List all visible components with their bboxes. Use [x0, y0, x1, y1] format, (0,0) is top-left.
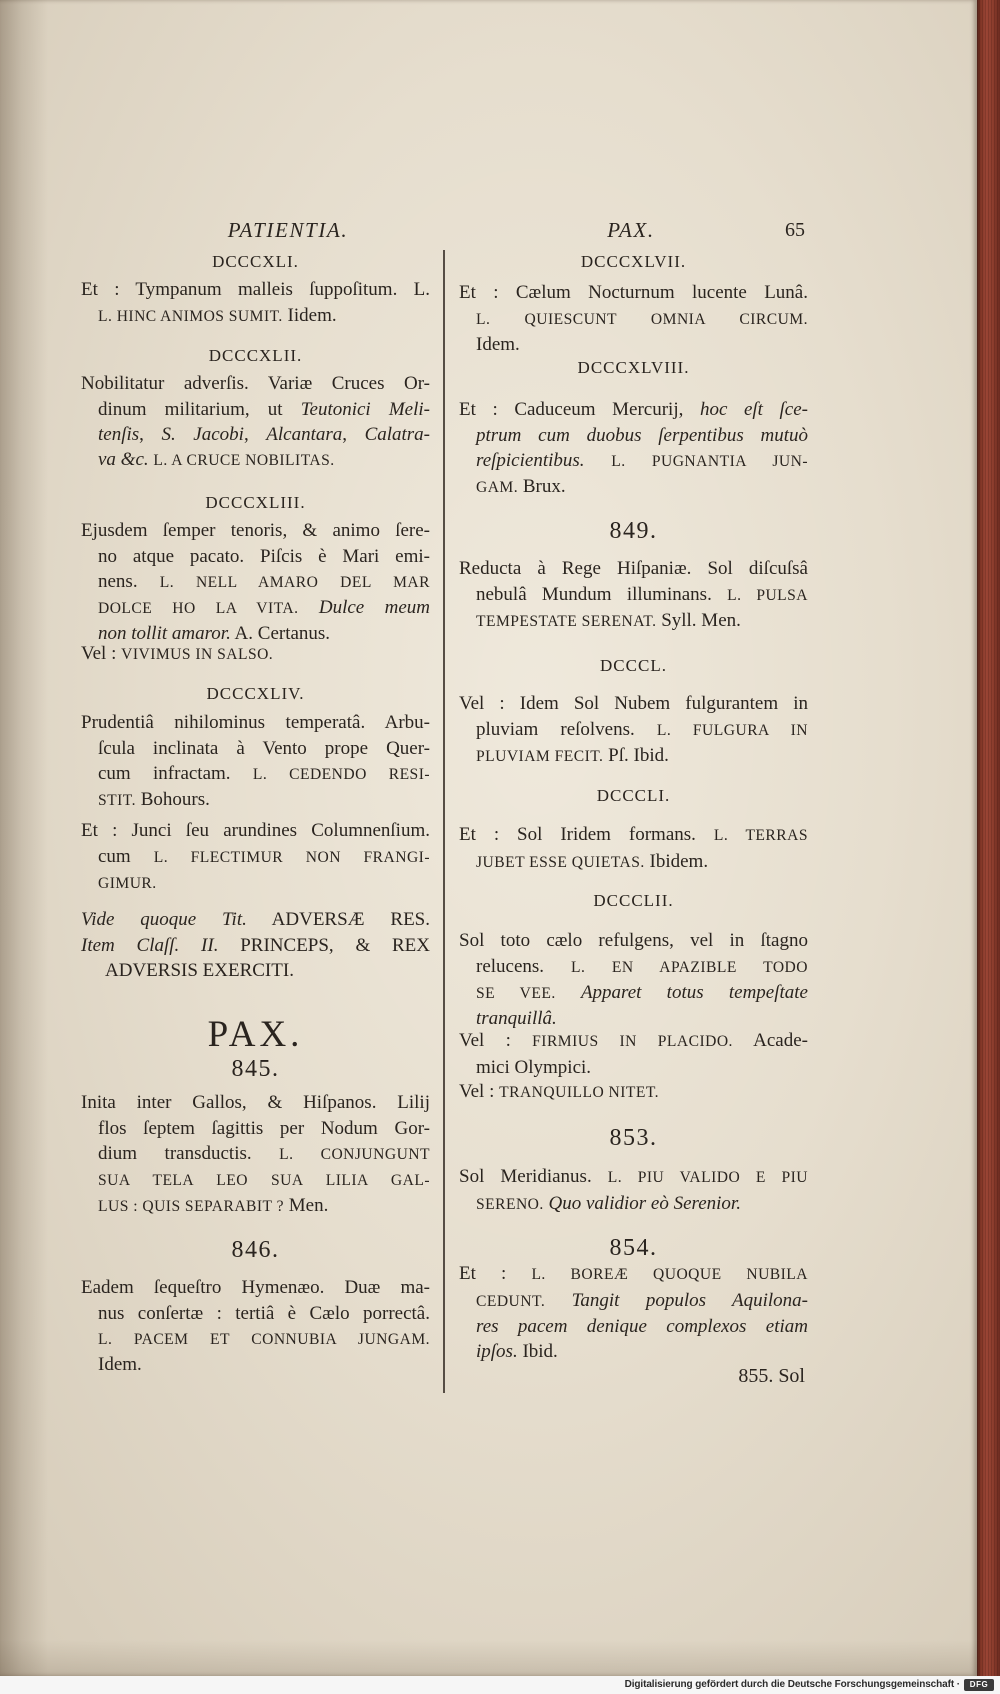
text-run: Ejusdem ſemper tenoris, & animo ſere- [81, 520, 430, 542]
italic-run: ptrum cum duobus ſerpentibus mutuò [476, 424, 808, 446]
text-run: Idem. [476, 333, 520, 355]
motto-run: L. QUIESCUNT OMNIA CIRCUM. [476, 310, 808, 328]
text-run: pluviam reſolvens. [476, 718, 657, 740]
text-run: Vel : [459, 1081, 500, 1103]
text-line [459, 980, 808, 1006]
italic-run: tenſis [98, 423, 140, 445]
text-run: Prudentiâ nihilominus temperatâ. Arbu- [81, 712, 430, 734]
text-line [81, 844, 430, 870]
italic-run: Tangit populos Aquilona- [571, 1289, 809, 1311]
text-line [459, 717, 808, 743]
text-line [81, 1326, 430, 1352]
entry-text [81, 1275, 430, 1377]
text-run: Syll. Men. [656, 609, 741, 631]
text-run: , [342, 423, 365, 445]
text-run: Sol Meridianus. [459, 1166, 608, 1188]
text-line [459, 1314, 808, 1339]
entry-text [81, 710, 430, 813]
text-run: Brux. [518, 476, 566, 497]
text-run: Et : [459, 1263, 532, 1285]
text-line [81, 641, 430, 667]
bottom-shadow [0, 1640, 977, 1676]
text-run: Reducta à Rege Hiſpaniæ. Sol diſcuſsâ [459, 558, 808, 580]
italic-run: S. Jacobi [161, 423, 244, 445]
entry-number: 849. [609, 518, 658, 544]
text-run: Sol toto cælo refulgens, vel in ſtagno [459, 930, 808, 952]
text-run: no atque pacato. Piſcis è Mari emi- [98, 545, 430, 567]
dfg-logo: DFG [964, 1679, 994, 1691]
entry-text [459, 1079, 808, 1105]
motto-run: L. PULSA [727, 586, 808, 604]
text-line [459, 691, 808, 716]
text-line [459, 1079, 808, 1105]
motto-run: CEDUNT. [476, 1292, 546, 1310]
italic-run: Calatra- [364, 423, 431, 445]
italic-run: reſpicientibus. [476, 449, 585, 471]
text-run: Acade- [732, 1030, 808, 1052]
entry-text [81, 371, 430, 473]
text-line [81, 1090, 430, 1115]
column-divider [443, 250, 445, 1393]
entry-text [459, 1261, 808, 1364]
text-run [545, 1290, 571, 1311]
text-line [81, 569, 430, 595]
entry-numeral: DCCCXLVII. [580, 252, 687, 272]
motto-run: TRANQUILLO NITET. [499, 1084, 660, 1102]
italic-run: Item Claſſ. II. [81, 934, 219, 956]
text-run: Eadem ſequeſtro Hymenæo. Duæ ma- [81, 1277, 430, 1299]
text-line [459, 397, 808, 422]
text-line [459, 1028, 808, 1054]
italic-run: Apparet totus tempeſtate [580, 981, 808, 1003]
entry-number: 846. [231, 1237, 280, 1263]
text-line [459, 332, 808, 357]
text-run: dinum militarium, ut [98, 398, 301, 420]
italic-run: tranquillâ. [476, 1008, 557, 1029]
text-line [81, 907, 430, 932]
text-line [81, 1301, 430, 1326]
text-line [81, 1193, 430, 1219]
text-run: , [243, 423, 267, 445]
entry-text [459, 822, 808, 874]
motto-run: VIVIMUS IN SALSO. [121, 646, 274, 664]
text-run: Vel : [81, 643, 122, 665]
text-line [81, 1116, 430, 1141]
text-run: Ibid. [517, 1341, 558, 1362]
text-line [81, 710, 430, 735]
text-run: cum [98, 845, 154, 867]
text-line [81, 1167, 430, 1193]
text-line [81, 397, 430, 422]
italic-run: hoc eſt ſce- [699, 399, 809, 421]
text-run: , [139, 423, 162, 445]
italic-run: Teutonici Meli- [300, 398, 430, 420]
entry-numeral: DCCCLI. [596, 786, 671, 806]
text-line [459, 822, 808, 848]
text-run [585, 450, 612, 471]
text-line [459, 743, 808, 769]
gutter-shadow [0, 0, 48, 1676]
italic-run: Alcantara [266, 423, 343, 445]
italic-run: va &c. [98, 449, 149, 470]
text-line [459, 1055, 808, 1080]
text-run: Idem. [98, 1354, 142, 1375]
text-run [556, 982, 581, 1003]
footer-band [0, 1676, 1000, 1694]
motto-run: JUBET ESSE QUIETAS. [476, 853, 645, 871]
text-run: Et : Junci ſeu arundines Columnenſium. [81, 820, 430, 842]
motto-run: GAM. [476, 479, 519, 496]
text-line [81, 303, 430, 329]
text-line [459, 928, 808, 953]
text-line [81, 447, 430, 473]
entry-text [459, 1164, 808, 1216]
entry-text [81, 277, 430, 328]
text-line [459, 1191, 808, 1217]
text-run: Nobilitatur adverſis. Variæ Cruces Or- [81, 373, 430, 395]
entry-text [81, 1090, 430, 1219]
entry-text [459, 280, 808, 357]
text-line [459, 1288, 808, 1314]
text-line [81, 736, 430, 761]
text-line [459, 280, 808, 305]
motto-run: L. EN APAZIBLE TODO [570, 958, 808, 976]
motto-run: L. PIU VALIDO E PIU [607, 1169, 808, 1187]
text-run: Iidem. [282, 304, 337, 326]
text-line [81, 1352, 430, 1377]
text-run: Et : Sol Iridem formans. [459, 824, 714, 846]
text-run: PRINCEPS, & REX [218, 934, 430, 956]
text-line [459, 423, 808, 448]
entry-number: 854. [609, 1235, 658, 1261]
text-line [81, 1141, 430, 1167]
text-run: relucens. [476, 955, 571, 977]
entry-text [459, 397, 808, 500]
motto-run: SUA TELA LEO SUA LILIA GAL- [98, 1172, 430, 1189]
text-run: Inita inter Gallos, & Hiſpanos. Lilij [81, 1092, 430, 1114]
footer-credit: Digitalisierung gefördert durch die Deutsche Forschungsgemeinschaft · [624, 1679, 960, 1690]
text-run: Et : Cælum Nocturnum lucente Lunâ. [459, 282, 808, 304]
motto-run: L. A CRUCE NOBILITAS. [153, 452, 335, 469]
text-line [81, 958, 430, 983]
entry-number: 845. [231, 1056, 280, 1082]
text-run: dium transductis. [98, 1142, 280, 1164]
page-number: 65 [785, 219, 805, 241]
entry-numeral: DCCCXLVIII. [577, 358, 690, 378]
motto-run: L. FULGURA IN [656, 721, 808, 739]
text-line [81, 1275, 430, 1300]
italic-run: ipſos. [476, 1341, 518, 1362]
entry-text [81, 641, 430, 667]
motto-run: STIT. [98, 792, 136, 809]
text-run: Pſ. Ibid. [603, 744, 669, 766]
text-run: nens. [98, 570, 160, 592]
motto-run: GIMUR. [98, 874, 157, 892]
text-line [81, 761, 430, 787]
italic-run: Dulce meum [318, 597, 431, 618]
motto-run: L. CONJUNGUNT [279, 1145, 430, 1163]
text-line [459, 306, 808, 332]
entry-text [81, 818, 430, 896]
text-run: ADVERSÆ RES. [246, 909, 430, 931]
entry-text [459, 928, 808, 1031]
text-line [81, 371, 430, 396]
catchword: 855. Sol [738, 1365, 805, 1388]
motto-run: L. FLECTIMUR NON FRANGI- [153, 848, 430, 866]
motto-run: L. PUGNANTIA JUN- [611, 452, 808, 470]
italic-run: Vide quoque Tit. [81, 909, 247, 931]
text-line [459, 1164, 808, 1190]
text-line [81, 595, 430, 621]
text-line [81, 787, 430, 813]
text-run: cum infractam. [98, 762, 253, 784]
motto-run: SERENO. [476, 1195, 544, 1213]
entry-number: 853. [609, 1125, 658, 1151]
text-run: Men. [284, 1195, 329, 1217]
motto-run: DOLCE HO LA VITA. [98, 600, 299, 617]
entry-text [81, 518, 430, 646]
motto-run: PLUVIAM FECIT. [476, 747, 604, 765]
text-line [459, 954, 808, 980]
entry-numeral: DCCCLII. [593, 891, 674, 911]
text-run: Et : Tympanum malleis ſuppoſitum. L. [81, 279, 430, 301]
motto-run: L. PACEM ET CONNUBIA JUNGAM. [98, 1330, 430, 1348]
text-run: ſcula inclinata à Vento prope Quer- [98, 737, 430, 759]
text-line [81, 933, 430, 958]
running-head-center: PAX. [607, 218, 655, 242]
entry-numeral: DCCCXLIV. [206, 684, 305, 704]
text-line [81, 544, 430, 569]
motto-run: L. TERRAS [713, 827, 808, 845]
text-run: mici Olympici. [476, 1056, 592, 1078]
text-line [459, 849, 808, 875]
text-run: Vel : [459, 1030, 533, 1052]
entry-text [459, 691, 808, 769]
text-line [81, 518, 430, 543]
motto-run: L. BOREÆ QUOQUE NUBILA [531, 1266, 809, 1284]
motto-run: L. NELL AMARO DEL MAR [159, 573, 430, 591]
section-title: PAX. [207, 1014, 304, 1055]
text-run: flos ſeptem ſagittis per Nodum Gor- [98, 1117, 430, 1139]
text-line [459, 474, 808, 500]
text-run: nus conſertæ : tertiâ è Cælo porrectâ. [98, 1302, 430, 1324]
entry-text [459, 1028, 808, 1079]
entry-numeral: DCCCXLI. [212, 252, 299, 272]
text-line [81, 422, 430, 447]
entry-numeral: DCCCXLIII. [205, 493, 306, 513]
motto-run: SE VEE. [476, 984, 556, 1002]
text-run: Bohours. [135, 789, 210, 810]
motto-run: LUS : QUIS SEPARABIT ? [98, 1198, 285, 1216]
motto-run: L. HINC ANIMOS SUMIT. [98, 307, 283, 325]
motto-run: TEMPESTATE SERENAT. [476, 612, 657, 630]
text-run: ADVERSIS EXERCITI. [105, 959, 294, 981]
text-run: nebulâ Mundum illuminans. [476, 583, 728, 605]
entry-numeral: DCCCXLII. [208, 346, 303, 366]
text-line [459, 1261, 808, 1287]
text-run: Vel : Idem Sol Nubem fulgurantem in [459, 693, 808, 715]
text-run: Et : Caduceum Mercurij, [459, 399, 700, 421]
text-line [81, 277, 430, 302]
entry-text [459, 556, 808, 634]
motto-run: L. CEDENDO RESI- [252, 765, 430, 783]
motto-run: FIRMIUS IN PLACIDO. [532, 1033, 733, 1051]
entry-numeral: DCCCL. [600, 656, 667, 676]
text-line [81, 818, 430, 843]
text-run: A. Certanus. [230, 623, 331, 645]
entry-text [81, 907, 430, 983]
text-run [298, 597, 318, 618]
text-line [459, 582, 808, 608]
italic-run: res pacem denique complexos etiam [476, 1315, 808, 1337]
text-line [459, 1339, 808, 1364]
text-run: Ibidem. [644, 850, 709, 872]
italic-run: Quo validior eò Serenior. [548, 1192, 741, 1214]
text-line [459, 608, 808, 634]
text-line [459, 556, 808, 581]
text-line [459, 448, 808, 474]
italic-run: non tollit amaror. [98, 623, 231, 645]
text-line [81, 870, 430, 896]
running-head-left: PATIENTIA. [227, 218, 349, 242]
book-edge [977, 0, 1000, 1676]
